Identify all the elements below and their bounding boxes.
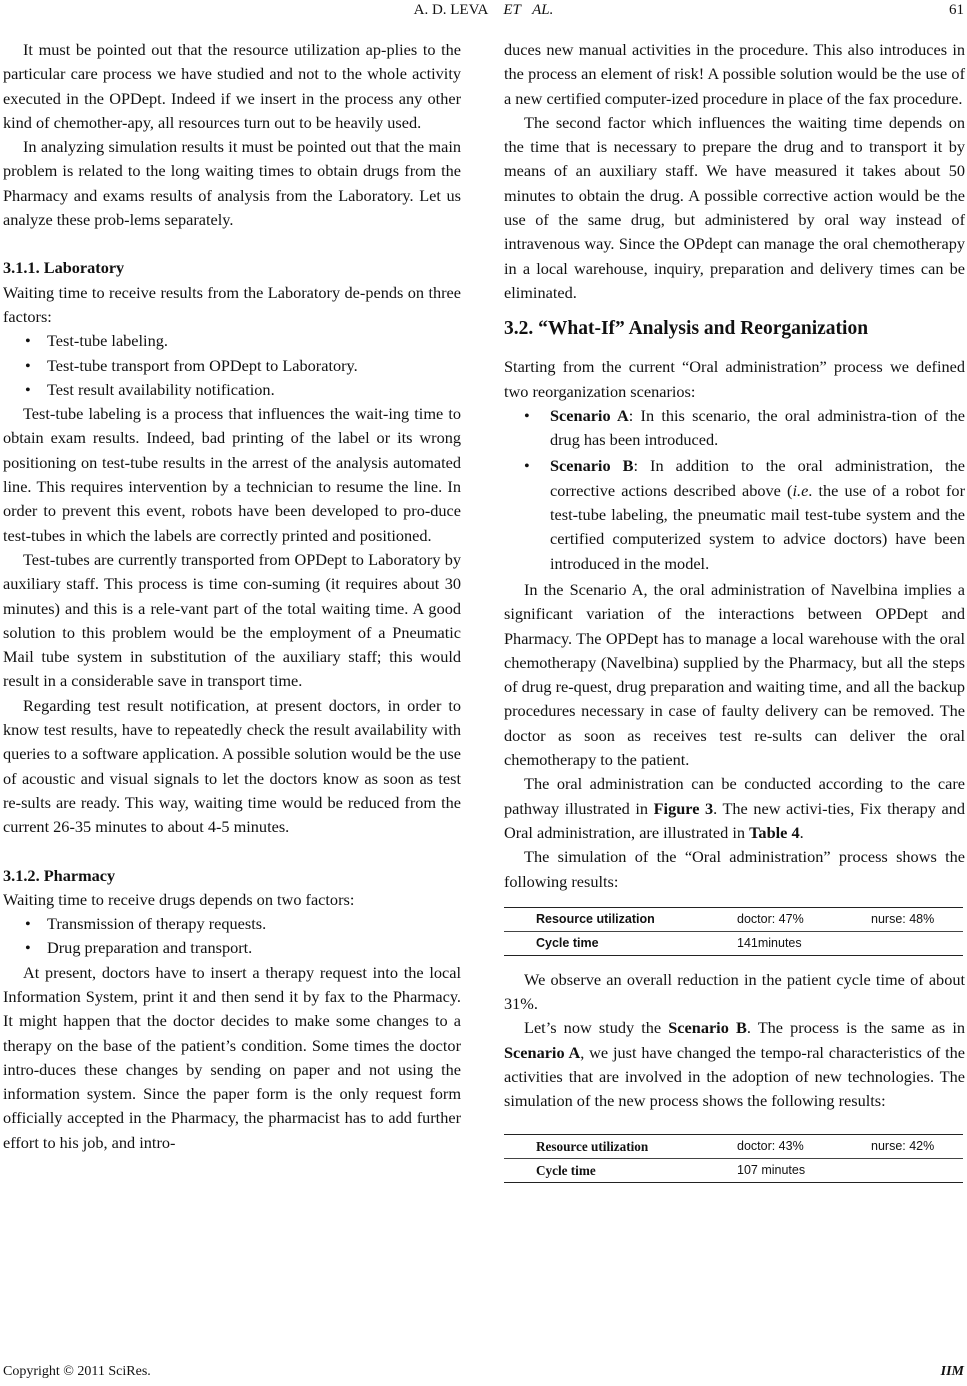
paragraph: It must be pointed out that the resource utilization ap-plies to the particular care process we have studied and not to the whole activity executed in the OPDept. Indeed if we insert in the process any other kind of chemother-apy, all resources turn out to be heavily used. <box>3 40 461 132</box>
left-column <box>3 38 461 1155</box>
table-cell-value: 141minutes <box>737 935 802 950</box>
subsection-heading-pharmacy: 3.1.2. Pharmacy <box>3 865 116 885</box>
subsection-heading-laboratory: 3.1.1. Laboratory <box>3 258 125 278</box>
spacer <box>3 232 461 256</box>
table-cell-value: doctor: 43% <box>737 1138 804 1153</box>
spacer <box>504 956 965 968</box>
spacer <box>3 840 461 864</box>
bullet-list-pharmacy <box>3 912 461 961</box>
page-header <box>0 0 967 24</box>
results-table-scenario-a <box>504 907 963 956</box>
bullet-list-laboratory <box>3 329 461 402</box>
text-run: . The process is the same as in <box>746 1018 966 1038</box>
scenario-b-text-2: . the use of a robot for test-tube labeling, the pneumatic mail test-tube system and the certified computerized system to advice doctors) have been introduced in the model. <box>550 480 965 573</box>
right-column <box>504 38 965 1183</box>
text-run: Let’s now study the <box>524 1018 669 1038</box>
list-item: • Test result availability notification. <box>3 378 461 402</box>
paragraph: Waiting time to receive drugs depends on two factors: <box>3 889 355 909</box>
running-head-al: AL. <box>532 2 554 18</box>
table-row <box>504 1135 963 1158</box>
figure-reference: Figure 3 <box>653 798 714 818</box>
table-cell-value: doctor: 47% <box>737 911 804 926</box>
table-row <box>504 908 963 931</box>
running-head-authors: A. D. LEVA <box>413 2 489 18</box>
scenario-b-ie: i.e <box>792 480 809 500</box>
list-item: • Drug preparation and transport. <box>3 936 461 960</box>
text-run: The oral administration can be conducted according to the care pathway illustrated in <box>504 774 965 818</box>
paragraph: duces new manual activities in the procedure. This also introduces in the process an element of risk! A possible solution would be the use of a new certified computer-ized procedure in place of the fax procedure. <box>504 40 965 108</box>
running-head-et: ET <box>503 2 521 18</box>
table-cell-label: Resource utilization <box>536 1138 649 1154</box>
paragraph: Regarding test result notification, at present doctors, in order to know test results, have to repeatedly check the result availability with queries to a software application. A possible solution would be the use of acoustic and visual signals to let the doctors know as soon as test re-sults are ready. This way, waiting time would be reduced from the current 26-35 minutes to about 4-5 minutes. <box>3 695 461 837</box>
table-cell-label: Cycle time <box>536 935 599 950</box>
list-item: • Transmission of therapy requests. <box>3 912 461 936</box>
list-item-scenario-b <box>504 454 965 575</box>
list-item-scenario-a <box>504 404 965 453</box>
scenario-a-label: Scenario A <box>550 405 629 425</box>
scenario-b-ref: Scenario B <box>668 1018 747 1038</box>
paragraph: We observe an overall reduction in the patient cycle time of about 31%. <box>504 969 965 1014</box>
table-cell-value: 107 minutes <box>737 1162 806 1177</box>
paragraph: Test-tube labeling is a process that influences the wait-ing time to obtain exam results. Indeed, bad printing of the label or its wrong positioning on test-tube results in the arrest of the analysis automated line. This requires intervention by a technician to resume the line. In order to prevent this event, robots have been developed to pro-duce test-tubes in which the labels are correctly printed and positioned. <box>3 404 461 545</box>
page-number: 61 <box>949 2 964 18</box>
page-footer <box>0 1364 967 1386</box>
running-head <box>0 0 967 22</box>
table-cell-label: Cycle time <box>536 1162 596 1178</box>
section-heading: 3.2. “What-If” Analysis and Reorganization <box>504 318 869 340</box>
scenario-a-ref: Scenario A <box>504 1042 581 1062</box>
journal-abbreviation: IIM <box>940 1364 964 1379</box>
paragraph: The simulation of the “Oral administration” process shows the following results: <box>504 847 965 891</box>
table-reference: Table 4 <box>749 822 800 842</box>
paragraph-scenario-b <box>504 1016 965 1113</box>
scenario-list <box>504 404 965 576</box>
paragraph: At present, doctors have to insert a therapy request into the local Information System, print it and then send it by fax to the Pharmacy. It might happen that the doctor decides to make some changes to a therapy on the base of the patient’s condition. Some times the doctor intro-duces these changes by sending on paper and not using the information system. Since the paper form is the only request form officially accepted in the Pharmacy, the pharmacist has to add further effort to his job, and intro- <box>3 962 461 1152</box>
paragraph: Waiting time to receive results from the Laboratory de-pends on three factors: <box>3 282 461 326</box>
text-run: . <box>799 822 804 842</box>
results-table-scenario-b <box>504 1134 963 1183</box>
list-item: • Test-tube labeling. <box>3 329 461 353</box>
scenario-b-label: Scenario B <box>550 456 634 476</box>
scenario-a-text: : In this scenario, the oral administra-tion of the drug has been introduced. <box>550 405 965 450</box>
table-cell-label: Resource utilization <box>536 911 655 926</box>
list-item: • Test-tube transport from OPDept to Laboratory. <box>3 354 461 378</box>
paragraph: Test-tubes are currently transported from OPDept to Laboratory by auxiliary staff. This process is time con-suming (it requires about 30 minutes) and this is a rele-vant part of the total waiting time. A good solution to this problem would be the employment of a Pneumatic Mail tube system in substitution of the auxiliary staff; this would result in a considerable save in transport time. <box>3 549 461 691</box>
paragraph: In the Scenario A, the oral administration of Navelbina implies a significant variation of the interactions between OPDept and Pharmacy. The OPDept has to manage a local warehouse with the oral chemotherapy (Navelbina) supplied by the Pharmacy, but all the steps of drug re-quest, drug preparation and waiting time, and all the backup procedures necessary in case of faulty delivery can be removed. The doctor as soon as receives test re-sults can deliver the oral chemotherapy to the patient. <box>504 579 965 770</box>
paragraph: Starting from the current “Oral administration” process we defined two reorganization scenarios: <box>504 357 965 401</box>
paragraph: In analyzing simulation results it must be pointed out that the main problem is related to the long waiting times to obtain drugs from the Pharmacy and exams results of analysis from the Laboratory. Let us analyze these prob-lems separately. <box>3 137 461 230</box>
paragraph: The second factor which influences the waiting time depends on the time that is necessary to prepare the drug and to transport it by means of an auxiliary staff. We have measured it takes about 50 minutes to obtain the drug. A possible corrective action would be the use of the same drug, but administered by oral way instead of intravenous way. Since the OPdept can manage the oral chemotherapy in a local warehouse, inquiry, preparation and delivery times can be eliminated. <box>504 112 965 302</box>
copyright-notice: Copyright © 2011 SciRes. <box>3 1364 151 1379</box>
text-run: . The new activi-ties, Fix therapy and Oral administration, are illustrated in <box>504 798 966 842</box>
scenario-b-text: : In addition to the oral administration, the corrective actions described above ( <box>550 456 965 500</box>
paragraph-figure-reference <box>504 772 965 845</box>
text-run: , we just have changed the tempo-ral characteristics of the activities that are involved in the adoption of new technologies. The simulation of the new process shows the following results: <box>504 1042 965 1111</box>
table-row <box>504 931 963 955</box>
table-cell-value: nurse: 48% <box>871 911 935 926</box>
table-row <box>504 1158 963 1182</box>
table-cell-value: nurse: 42% <box>871 1138 935 1153</box>
